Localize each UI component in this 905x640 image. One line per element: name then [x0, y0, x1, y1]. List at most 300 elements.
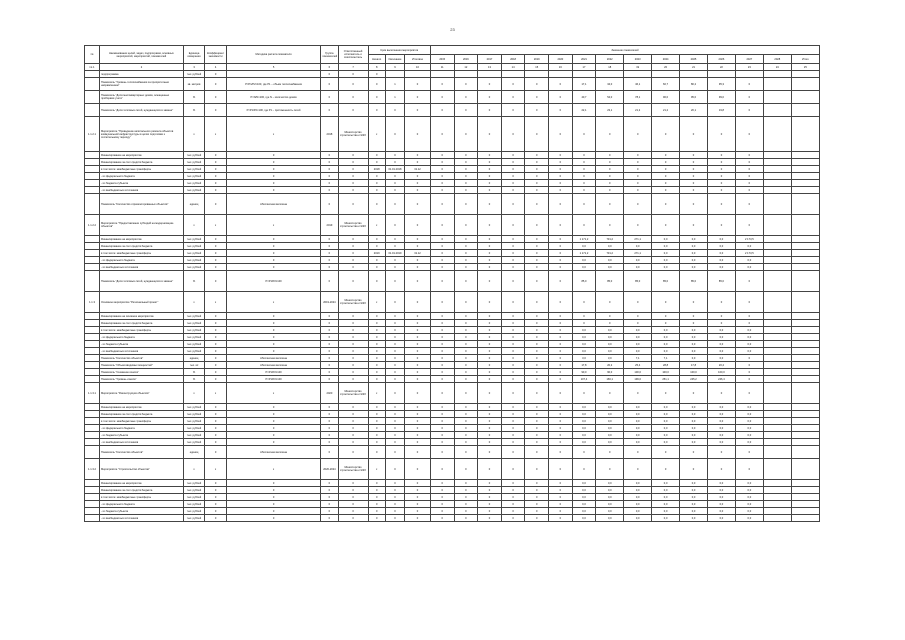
- table-cell: 0: [454, 257, 478, 264]
- table-cell: [85, 250, 100, 257]
- table-cell: 0,0: [596, 404, 624, 411]
- header-year: 2018: [501, 55, 525, 64]
- header-year: 2017: [478, 55, 502, 64]
- table-cell: 0: [368, 362, 385, 369]
- table-cell: 2018: [321, 117, 338, 152]
- table-cell: 0: [707, 187, 735, 194]
- table-cell: 0: [385, 152, 404, 159]
- table-cell: [652, 71, 680, 78]
- table-cell: 0,0: [572, 243, 596, 250]
- table-row: [85, 432, 820, 439]
- table-cell: 0,0: [596, 327, 624, 334]
- table-cell: 0: [368, 71, 385, 78]
- table-cell: 0: [735, 383, 763, 404]
- table-cell: [791, 173, 819, 180]
- table-cell: 0,0: [652, 341, 680, 348]
- table-cell: [549, 71, 573, 78]
- table-cell: 0,0: [572, 501, 596, 508]
- table-cell: 0: [501, 257, 525, 264]
- table-cell: Р=Р1/Р2×100: [226, 271, 321, 292]
- table-row: [85, 439, 820, 446]
- table-cell: в том числе: межбюджетные трансферты: [100, 494, 184, 501]
- table-cell: 0,0: [572, 432, 596, 439]
- table-cell: 0: [680, 459, 708, 480]
- table-cell: 0: [478, 369, 502, 376]
- table-cell: 0,0: [596, 341, 624, 348]
- table-cell: 0: [454, 320, 478, 327]
- table-cell: 0: [549, 313, 573, 320]
- table-row: [85, 187, 820, 194]
- table-cell: 0,0: [735, 508, 763, 515]
- table-cell: х: [183, 459, 204, 480]
- table-cell: 166,1: [596, 376, 624, 383]
- table-cell: 0: [501, 243, 525, 250]
- table-cell: Показатель "Уровень износа": [100, 376, 184, 383]
- table-cell: 0: [652, 180, 680, 187]
- table-cell: 0: [652, 215, 680, 236]
- table-cell: 0: [707, 313, 735, 320]
- table-cell: 0: [525, 418, 549, 425]
- table-cell: 0: [478, 459, 502, 480]
- table-cell: 0: [205, 376, 226, 383]
- table-cell: 0,0: [624, 501, 652, 508]
- table-cell: 0: [405, 494, 431, 501]
- table-cell: 0: [624, 194, 652, 215]
- table-cell: 0: [525, 487, 549, 494]
- table-cell: 0: [226, 187, 321, 194]
- table-cell: 0: [549, 362, 573, 369]
- table-cell: тыс. рублей: [183, 411, 204, 418]
- table-cell: 0,0: [735, 494, 763, 501]
- table-cell: 3,0: [572, 355, 596, 362]
- table-cell: 0: [454, 487, 478, 494]
- index-cell: 4: [205, 64, 226, 71]
- table-cell: 0: [549, 494, 573, 501]
- table-cell: 0: [525, 327, 549, 334]
- table-cell: 0: [478, 215, 502, 236]
- table-cell: тыс. рублей: [183, 71, 204, 78]
- table-cell: 0: [205, 173, 226, 180]
- table-cell: 0,0: [624, 257, 652, 264]
- table-cell: тыс. рублей: [183, 152, 204, 159]
- table-cell: 0: [680, 313, 708, 320]
- table-cell: 0: [368, 376, 385, 383]
- table-cell: 0,0: [624, 348, 652, 355]
- table-cell: 0,0: [735, 334, 763, 341]
- table-cell: 0,0: [707, 355, 735, 362]
- index-cell: № 1: [85, 64, 100, 71]
- table-cell: 0: [501, 508, 525, 515]
- table-cell: 0: [478, 159, 502, 166]
- table-cell: 0: [501, 383, 525, 404]
- table-cell: 0,0: [680, 418, 708, 425]
- table-cell: 0: [735, 91, 763, 104]
- table-cell: 0: [405, 320, 431, 327]
- table-cell: 0: [430, 348, 454, 355]
- table-cell: 0: [405, 480, 431, 487]
- table-cell: 0: [478, 166, 502, 173]
- table-cell: 0: [385, 515, 404, 522]
- header-end: Окончание: [385, 55, 404, 64]
- table-cell: 0: [226, 264, 321, 271]
- table-cell: 0: [385, 327, 404, 334]
- table-cell: Показатель "Уровень теплоснабжения за приоритетным направлением": [100, 78, 184, 91]
- table-cell: 0: [549, 508, 573, 515]
- table-cell: 23,1: [596, 104, 624, 117]
- table-cell: 0: [478, 180, 502, 187]
- table-row: [85, 480, 820, 487]
- table-cell: тыс. рублей: [183, 159, 204, 166]
- index-cell: 11: [430, 64, 454, 71]
- table-cell: 17,1: [572, 78, 596, 91]
- table-cell: 0: [385, 320, 404, 327]
- table-cell: 0: [226, 166, 321, 173]
- table-cell: 0: [430, 166, 454, 173]
- table-cell: 0: [321, 71, 338, 78]
- table-cell: 0: [338, 341, 368, 348]
- table-cell: 0: [405, 355, 431, 362]
- table-cell: [85, 501, 100, 508]
- table-cell: 0: [501, 236, 525, 243]
- table-cell: [85, 376, 100, 383]
- table-cell: 0: [338, 180, 368, 187]
- table-cell: 0: [525, 383, 549, 404]
- table-cell: 0: [596, 194, 624, 215]
- index-cell: 9: [385, 64, 404, 71]
- table-cell: 0,0: [596, 480, 624, 487]
- table-cell: 0: [385, 432, 404, 439]
- table-cell: 0: [501, 292, 525, 313]
- table-cell: 0,0: [652, 257, 680, 264]
- table-row: [85, 292, 820, 313]
- table-cell: 0: [338, 508, 368, 515]
- table-cell: 0,0: [596, 257, 624, 264]
- table-cell: 0: [735, 446, 763, 459]
- index-cell: 8: [368, 64, 385, 71]
- table-cell: 0: [368, 515, 385, 522]
- table-cell: 0: [338, 78, 368, 91]
- table-cell: [85, 166, 100, 173]
- table-cell: тыс. рублей: [183, 404, 204, 411]
- table-cell: 271,1: [624, 250, 652, 257]
- table-cell: 0: [405, 341, 431, 348]
- table-cell: 0: [226, 236, 321, 243]
- table-cell: 0,0: [596, 418, 624, 425]
- table-cell: [763, 194, 791, 215]
- table-cell: 0: [652, 187, 680, 194]
- index-cell: 25: [791, 64, 819, 71]
- table-cell: 0,0: [707, 487, 735, 494]
- table-cell: 0: [226, 173, 321, 180]
- table-cell: 0: [430, 173, 454, 180]
- table-cell: Министерство строительства и ЖКХ: [338, 292, 368, 313]
- table-cell: 0: [525, 334, 549, 341]
- table-cell: Абсолютная величина: [226, 355, 321, 362]
- table-cell: - из бюджета субъекта: [100, 180, 184, 187]
- table-cell: 0,0: [680, 327, 708, 334]
- table-cell: 0: [454, 439, 478, 446]
- table-cell: 0: [385, 348, 404, 355]
- table-cell: [791, 348, 819, 355]
- table-cell: 0: [596, 117, 624, 152]
- table-cell: 0: [680, 320, 708, 327]
- table-cell: 0: [430, 508, 454, 515]
- table-cell: 0,0: [680, 404, 708, 411]
- table-cell: 0: [430, 446, 454, 459]
- table-cell: 0: [501, 376, 525, 383]
- table-cell: 0: [572, 215, 596, 236]
- table-cell: 0: [454, 411, 478, 418]
- table-cell: 0: [338, 494, 368, 501]
- table-cell: тыс. м²: [183, 362, 204, 369]
- table-cell: 0: [478, 313, 502, 320]
- table-cell: х: [226, 292, 321, 313]
- table-cell: 0: [205, 166, 226, 173]
- index-cell: 7: [338, 64, 368, 71]
- table-cell: 0,0: [652, 348, 680, 355]
- table-cell: 0: [321, 515, 338, 522]
- table-cell: 1.1.3: [85, 292, 100, 313]
- table-cell: 0: [624, 166, 652, 173]
- table-cell: 0: [572, 313, 596, 320]
- table-cell: 0: [501, 369, 525, 376]
- table-row: [85, 327, 820, 334]
- table-cell: Финансирование за счет средств бюджета: [100, 487, 184, 494]
- table-cell: 0,0: [652, 250, 680, 257]
- table-cell: Абсолютная величина: [226, 194, 321, 215]
- table-cell: 0: [338, 432, 368, 439]
- table-cell: 0: [405, 411, 431, 418]
- header-year: 2021: [572, 55, 596, 64]
- table-cell: 0: [454, 313, 478, 320]
- table-cell: 0: [501, 173, 525, 180]
- table-cell: 0: [368, 446, 385, 459]
- table-cell: 0,0: [572, 411, 596, 418]
- table-cell: 0: [572, 292, 596, 313]
- table-cell: 0: [205, 271, 226, 292]
- table-cell: 0: [549, 432, 573, 439]
- table-cell: 0: [624, 173, 652, 180]
- table-cell: Мероприятие "Предоставление субсидий на модернизацию объектов": [100, 215, 184, 236]
- table-cell: 0: [478, 334, 502, 341]
- table-cell: [85, 432, 100, 439]
- table-cell: 0: [226, 425, 321, 432]
- table-cell: 0: [478, 264, 502, 271]
- table-cell: 0: [525, 480, 549, 487]
- table-row: [85, 78, 820, 91]
- table-cell: 40,7: [572, 91, 596, 104]
- table-cell: 0: [338, 91, 368, 104]
- table-cell: 0: [596, 166, 624, 173]
- table-cell: [763, 292, 791, 313]
- table-cell: 0: [430, 494, 454, 501]
- table-row: [85, 71, 820, 78]
- table-cell: 0: [205, 362, 226, 369]
- table-cell: Р=Р1/Р2×100, где Р1 – протяженность сетей: [226, 104, 321, 117]
- table-cell: 0: [385, 341, 404, 348]
- table-cell: 0: [454, 508, 478, 515]
- table-cell: 0: [385, 418, 404, 425]
- table-cell: 0,0: [735, 501, 763, 508]
- table-cell: 0: [321, 348, 338, 355]
- table-cell: 0: [525, 459, 549, 480]
- table-cell: 0: [368, 348, 385, 355]
- table-cell: 0: [478, 494, 502, 501]
- table-cell: 0: [525, 515, 549, 522]
- table-cell: 100,0: [624, 369, 652, 376]
- table-cell: 0,0: [572, 404, 596, 411]
- table-cell: 0: [430, 264, 454, 271]
- table-cell: 0: [385, 369, 404, 376]
- table-cell: 0: [454, 432, 478, 439]
- table-cell: 0: [430, 320, 454, 327]
- table-row: [85, 159, 820, 166]
- table-cell: 0: [525, 78, 549, 91]
- table-cell: тыс. рублей: [183, 264, 204, 271]
- table-cell: 0: [624, 320, 652, 327]
- table-cell: 0,0: [624, 487, 652, 494]
- index-cell: 15: [525, 64, 549, 71]
- table-cell: 0: [478, 362, 502, 369]
- table-cell: 0: [226, 327, 321, 334]
- table-cell: [791, 159, 819, 166]
- table-cell: [85, 446, 100, 459]
- table-cell: 0,0: [735, 480, 763, 487]
- table-cell: 0: [501, 91, 525, 104]
- header-final: Итоговое: [405, 55, 431, 64]
- table-cell: [791, 362, 819, 369]
- header-year: 2024: [652, 55, 680, 64]
- table-cell: 0: [226, 348, 321, 355]
- table-cell: 0: [205, 320, 226, 327]
- table-cell: 0: [501, 439, 525, 446]
- table-cell: в том числе: межбюджетные трансферты: [100, 250, 184, 257]
- table-cell: 0: [549, 173, 573, 180]
- table-cell: 0: [226, 334, 321, 341]
- table-cell: 0: [501, 194, 525, 215]
- table-cell: [226, 71, 321, 78]
- table-cell: тыс. рублей: [183, 250, 204, 257]
- table-cell: [791, 376, 819, 383]
- table-cell: [85, 264, 100, 271]
- table-cell: 0: [652, 383, 680, 404]
- table-cell: тыс. рублей: [183, 320, 204, 327]
- table-cell: 0: [321, 257, 338, 264]
- table-row: [85, 376, 820, 383]
- table-cell: [763, 320, 791, 327]
- table-cell: Абсолютная величина: [226, 446, 321, 459]
- table-cell: 0: [338, 376, 368, 383]
- table-cell: 0,0: [624, 404, 652, 411]
- table-cell: 0,0: [572, 425, 596, 432]
- table-cell: - из федерального бюджета: [100, 257, 184, 264]
- table-cell: 0,0: [596, 425, 624, 432]
- header-year: 2019: [525, 55, 549, 64]
- table-cell: тыс. рублей: [183, 348, 204, 355]
- table-cell: 0: [321, 187, 338, 194]
- table-cell: [763, 480, 791, 487]
- table-cell: 0: [525, 425, 549, 432]
- table-cell: 0: [338, 446, 368, 459]
- table-cell: 0: [430, 91, 454, 104]
- table-cell: 0,0: [707, 418, 735, 425]
- index-cell: 2: [100, 64, 184, 71]
- table-cell: 0: [624, 180, 652, 187]
- table-cell: 0: [430, 159, 454, 166]
- table-cell: 0: [596, 459, 624, 480]
- table-cell: 0: [624, 215, 652, 236]
- table-cell: 0: [405, 501, 431, 508]
- table-cell: 0: [385, 480, 404, 487]
- table-cell: [596, 71, 624, 78]
- table-cell: Министерство строительства и ЖКХ: [338, 215, 368, 236]
- table-cell: 271,1: [624, 236, 652, 243]
- table-cell: 0: [321, 327, 338, 334]
- table-cell: 0: [454, 78, 478, 91]
- table-cell: 0: [385, 236, 404, 243]
- table-cell: 0: [368, 418, 385, 425]
- table-cell: 0: [478, 104, 502, 117]
- table-cell: 0: [205, 446, 226, 459]
- table-cell: 0,0: [596, 494, 624, 501]
- table-cell: 0: [368, 508, 385, 515]
- table-cell: 0: [430, 236, 454, 243]
- table-cell: 0: [338, 327, 368, 334]
- header-year: 2025: [680, 55, 708, 64]
- table-cell: тыс. рублей: [183, 173, 204, 180]
- table-cell: 0: [525, 159, 549, 166]
- table-cell: [763, 432, 791, 439]
- table-cell: 0: [549, 487, 573, 494]
- table-cell: 0: [549, 404, 573, 411]
- table-cell: 0: [205, 71, 226, 78]
- table-cell: [85, 487, 100, 494]
- table-cell: 0,0: [572, 348, 596, 355]
- table-cell: 0: [454, 494, 478, 501]
- table-cell: 0: [226, 243, 321, 250]
- table-cell: 0: [624, 292, 652, 313]
- table-cell: х: [205, 383, 226, 404]
- table-cell: 0: [321, 446, 338, 459]
- table-cell: 0: [338, 152, 368, 159]
- table-cell: 0,0: [596, 243, 624, 250]
- table-row: [85, 334, 820, 341]
- table-cell: 0: [321, 320, 338, 327]
- table-cell: [763, 313, 791, 320]
- table-cell: 0: [501, 159, 525, 166]
- table-cell: 0,0: [572, 494, 596, 501]
- table-cell: [85, 348, 100, 355]
- table-cell: 0,0: [680, 250, 708, 257]
- header-year: 2027: [735, 55, 763, 64]
- table-cell: [763, 418, 791, 425]
- table-cell: 0: [405, 236, 431, 243]
- table-cell: 0: [226, 439, 321, 446]
- table-cell: 0: [478, 320, 502, 327]
- table-cell: 0: [707, 159, 735, 166]
- table-cell: тыс. рублей: [183, 494, 204, 501]
- table-cell: 0,0: [572, 334, 596, 341]
- table-cell: 0: [652, 166, 680, 173]
- table-cell: 0,0: [707, 501, 735, 508]
- table-cell: 0,0: [624, 439, 652, 446]
- table-cell: [85, 418, 100, 425]
- table-cell: 0: [405, 376, 431, 383]
- table-cell: 0: [707, 173, 735, 180]
- table-cell: 0: [454, 152, 478, 159]
- table-cell: 0: [596, 320, 624, 327]
- table-cell: [763, 71, 791, 78]
